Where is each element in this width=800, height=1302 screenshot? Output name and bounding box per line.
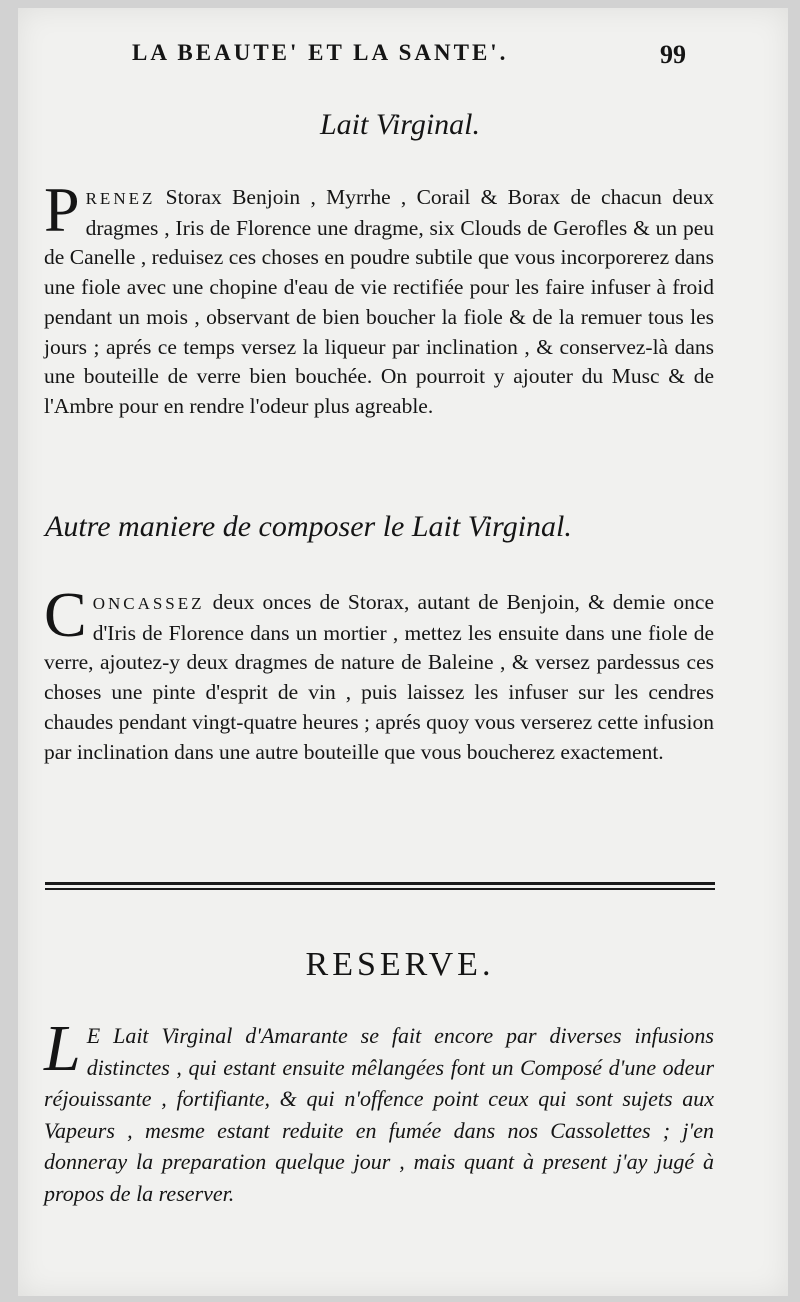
paragraph-lait-virginal xyxy=(44,174,714,422)
lead-word: ONCASSEZ xyxy=(92,594,205,613)
paragraph-body: Lait Virginal d'Amarante se fait encore par diverses infusions distinctes , qui estant ensuite mêlangées font un Composé d'une odeur réjouissante , fortifiante, & qui n'offence point ceux qui sont sujets aux Vapeurs , mesme estant reduite en fumée dans nos Cassolettes ; j'en donneray la preparation quelque jour , mais quant à present j'ay jugé à propos de la reserver. xyxy=(44,1023,714,1206)
divider-line xyxy=(45,882,715,885)
section-title-lait-virginal: Lait Virginal. xyxy=(319,108,481,141)
lead-word: E xyxy=(86,1023,101,1048)
page-header xyxy=(0,36,800,76)
divider-line xyxy=(45,888,715,890)
page-number: 99 xyxy=(660,40,686,69)
drop-cap: L xyxy=(44,1012,81,1085)
section-divider xyxy=(45,882,715,893)
drop-cap: P xyxy=(44,174,80,245)
paragraph-body: Storax Benjoin , Myrrhe , Corail & Borax de chacun deux dragmes , Iris de Florence une dragme, six Clouds de Gerofles & un peu de Canelle , reduisez ces choses en poudre subtile que vous incorporerez dans une fiole avec une chopine d'eau de vie rectifiée pour les faire infuser à froid pendant un mois , observant de bien boucher la fiole & de la remuer tous les jours ; aprés ce temps versez la liqueur par inclination , & conservez-là dans une bouteille de verre bien bouchée. On pourroit y ajouter du Musc & de l'Ambre pour en rendre l'odeur plus agreable. xyxy=(44,185,714,418)
running-head: LA BEAUTE' ET LA SANTE'. xyxy=(132,40,509,65)
paragraph-body: deux onces de Storax, autant de Benjoin, & demie once d'Iris de Florence dans un mortier , mettez les ensuite dans une fiole de verre, ajoutez-y deux dragmes de nature de Baleine , & versez pardessus ces choses une pinte d'esprit de vin , puis laissez les infuser sur les cendres chaudes pendant vingt-quatre heures ; aprés quoy vous verserez cette infusion par inclination dans une autre bouteille que vous boucherez exactement. xyxy=(44,590,714,764)
reserve-heading: RESERVE. xyxy=(305,946,495,983)
paragraph-reserve xyxy=(44,1012,714,1209)
lead-word: RENEZ xyxy=(85,189,156,208)
paragraph-autre-maniere xyxy=(44,579,714,767)
drop-cap: C xyxy=(44,579,87,650)
section-title-autre-maniere: Autre maniere de composer le Lait Virginal. xyxy=(45,510,572,543)
